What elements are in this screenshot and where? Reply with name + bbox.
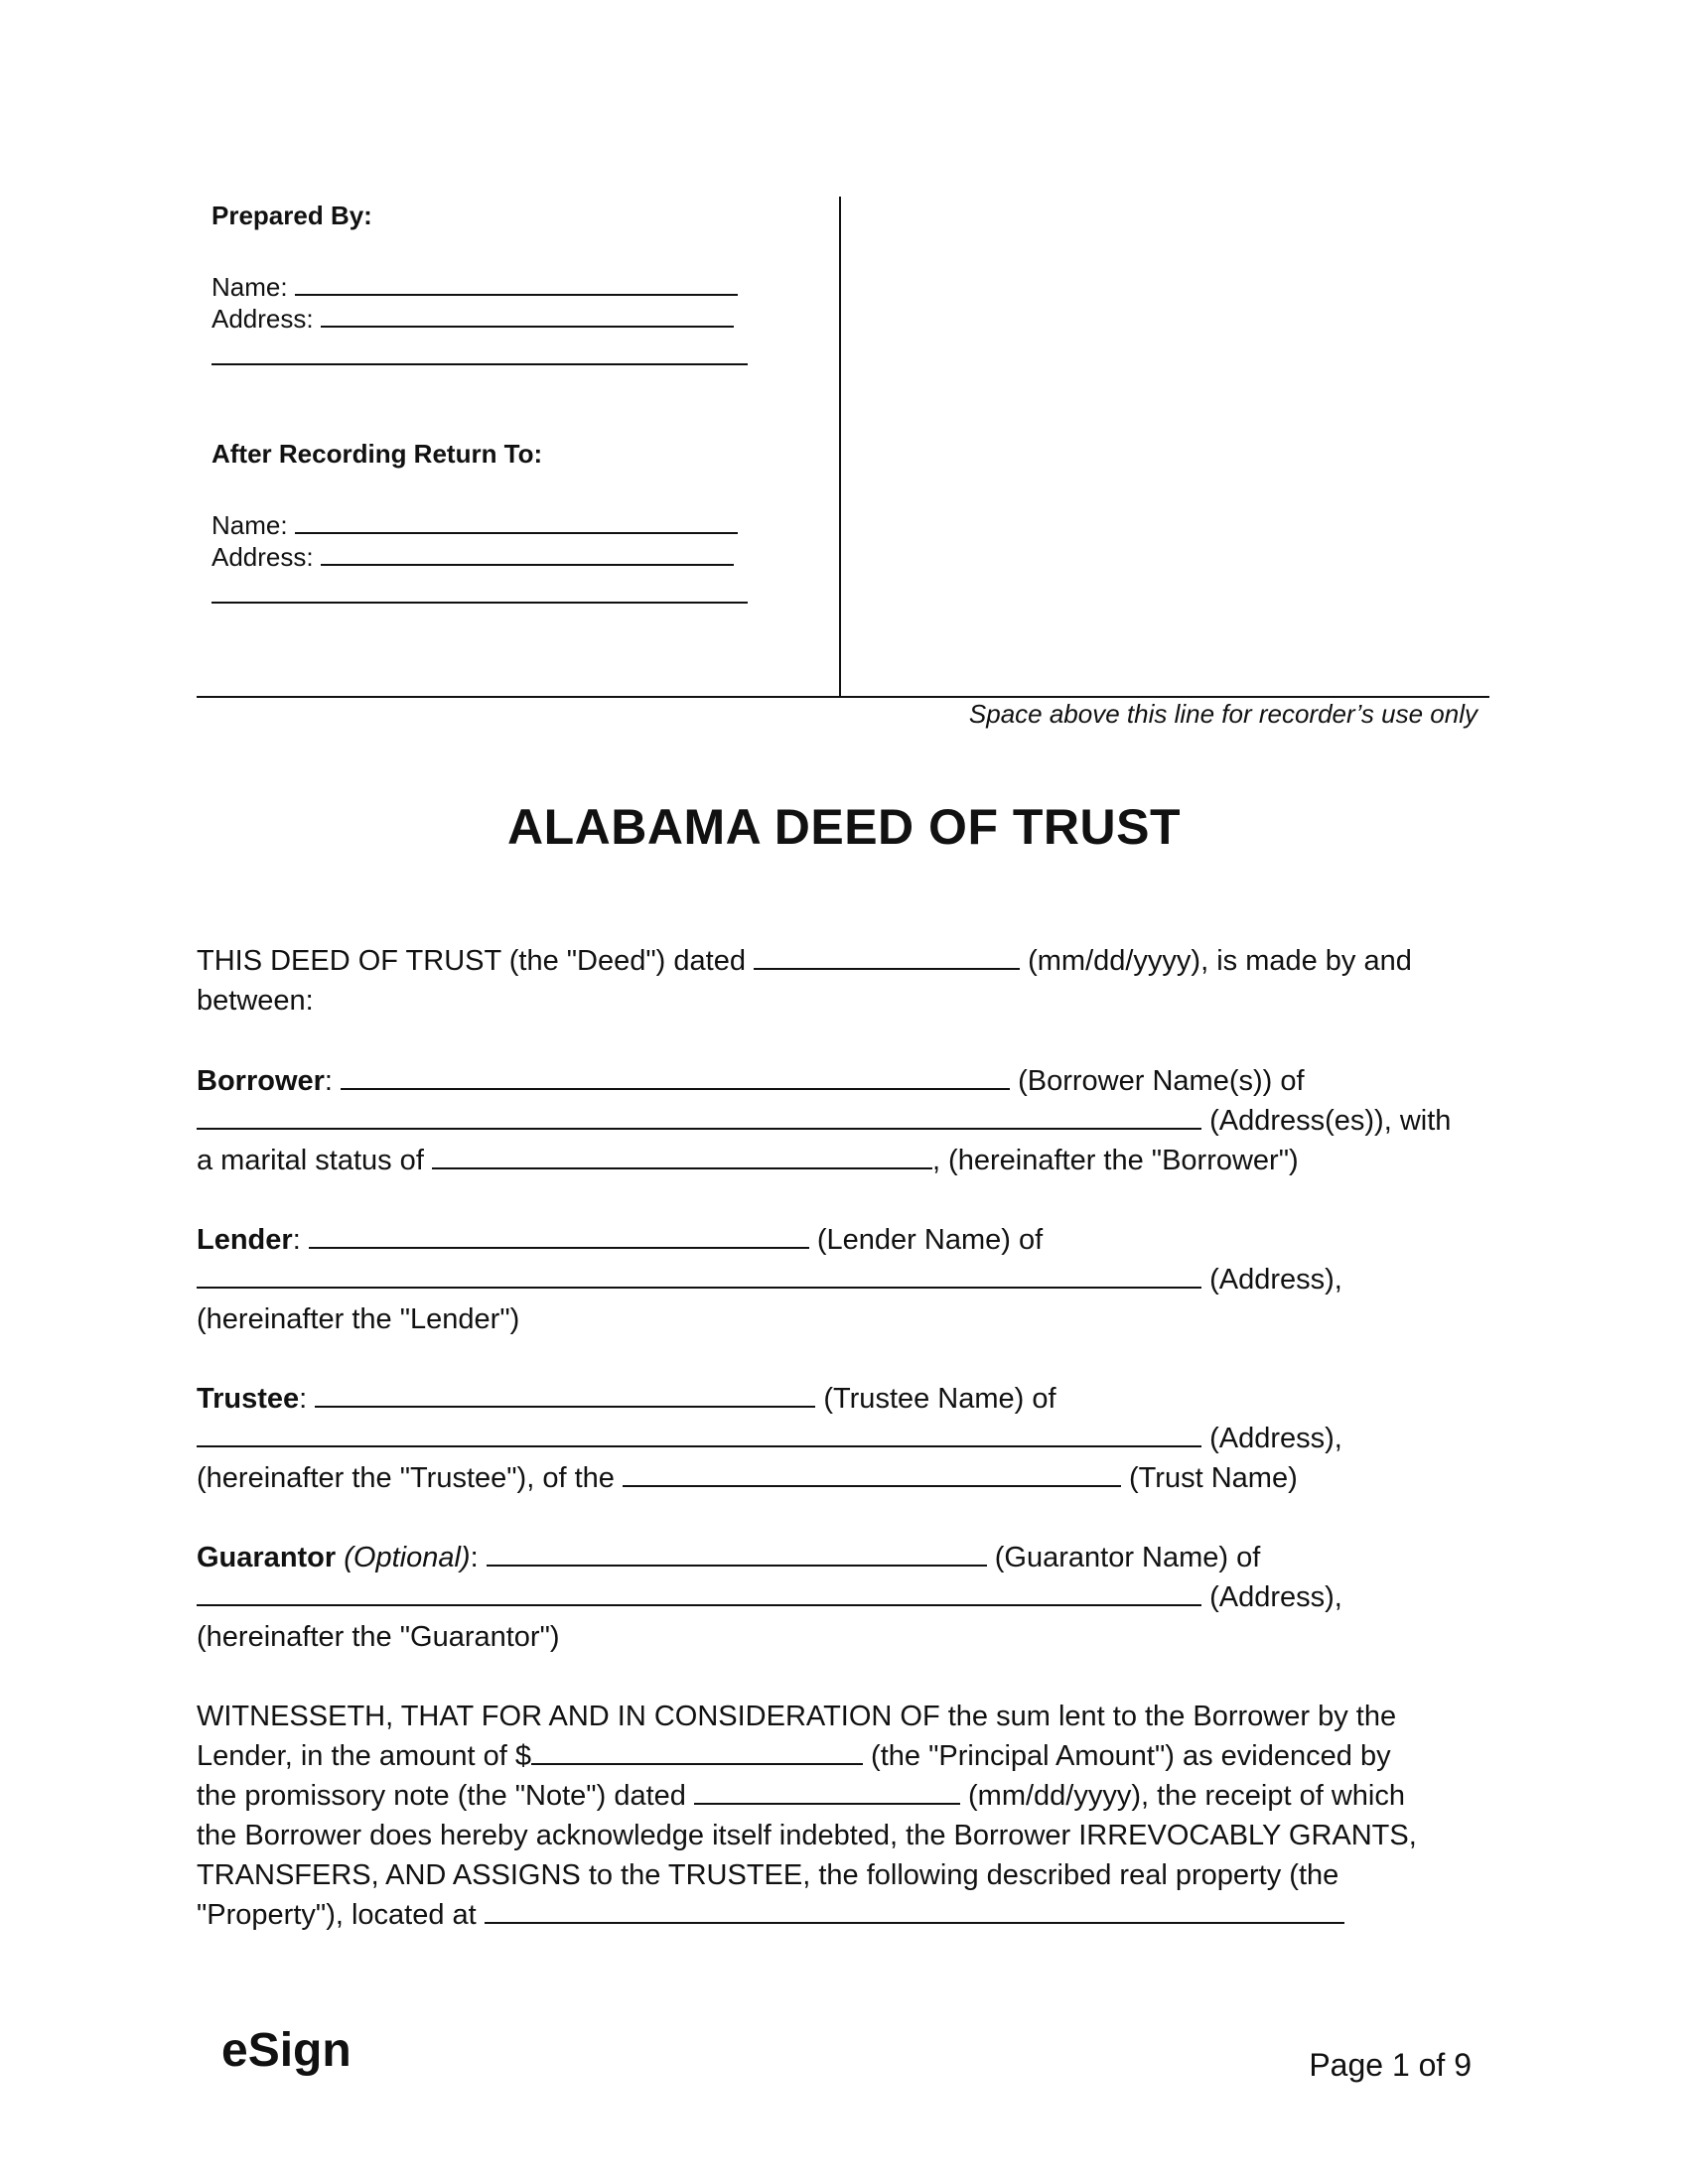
lender-paragraph — [197, 1220, 1497, 1339]
address-label: Address: — [211, 304, 314, 335]
return-to-name-field[interactable] — [295, 510, 738, 534]
prepared-by-name-field[interactable] — [295, 272, 738, 296]
prepared-by-address-row — [211, 304, 734, 335]
lender-name-field[interactable] — [309, 1222, 809, 1249]
recorder-area-divider — [839, 197, 841, 697]
document-title: ALABAMA DEED OF TRUST — [506, 799, 1182, 855]
trustee-address-field[interactable] — [197, 1421, 1201, 1447]
witness-line-3-suffix: (mm/dd/yyyy), the receipt of which — [968, 1780, 1405, 1812]
guarantor-optional: (Optional) — [344, 1542, 471, 1573]
prepared-by-address-field-line2[interactable] — [211, 363, 748, 365]
trustee-colon: : — [299, 1383, 308, 1415]
lender-colon: : — [292, 1224, 301, 1256]
witness-line-2-suffix: (the "Principal Amount") as evidenced by — [871, 1740, 1391, 1772]
borrower-colon: : — [324, 1065, 333, 1097]
borrower-marital-prefix: a marital status of — [197, 1145, 424, 1176]
return-to-address-field-line2[interactable] — [211, 602, 748, 604]
borrower-marital-status-field[interactable] — [432, 1143, 932, 1169]
borrower-name-field[interactable] — [341, 1063, 1010, 1090]
guarantor-label: Guarantor — [197, 1542, 337, 1573]
trust-name-field[interactable] — [623, 1460, 1121, 1487]
witness-line-5: TRANSFERS, AND ASSIGNS to the TRUSTEE, the following described real property (the — [197, 1859, 1339, 1891]
borrower-label: Borrower — [197, 1065, 325, 1097]
trustee-name-field[interactable] — [315, 1381, 815, 1408]
guarantor-paragraph — [197, 1538, 1497, 1657]
trustee-hereinafter: (hereinafter the "Trustee"), of the — [197, 1462, 615, 1494]
prepared-by-label: Prepared By: — [211, 201, 372, 230]
witness-line-6-prefix: "Property"), located at — [197, 1899, 477, 1931]
lender-name-hint: (Lender Name) of — [816, 1224, 1044, 1256]
intro-text-2: (mm/dd/yyyy), is made by and — [1028, 945, 1412, 977]
borrower-address-field[interactable] — [197, 1103, 1201, 1130]
borrower-address-hint: (Address(es)), with — [1209, 1105, 1452, 1137]
intro-text-1: THIS DEED OF TRUST (the "Deed") dated — [197, 945, 746, 977]
guarantor-name-hint: (Guarantor Name) of — [994, 1542, 1261, 1573]
guarantor-address-field[interactable] — [197, 1579, 1201, 1606]
trustee-address-hint: (Address), — [1209, 1423, 1342, 1454]
prepared-by-address-field[interactable] — [321, 304, 734, 328]
deed-date-field[interactable] — [754, 943, 1020, 970]
guarantor-address-hint: (Address), — [1209, 1581, 1342, 1613]
page-number: Page 1 of 9 — [1309, 2047, 1472, 2083]
intro-paragraph — [197, 941, 1497, 1021]
lender-hereinafter: (hereinafter the "Lender") — [197, 1303, 520, 1335]
intro-text-3: between: — [197, 985, 314, 1017]
trustee-name-hint: (Trustee Name) of — [823, 1383, 1056, 1415]
property-location-field[interactable] — [485, 1897, 1344, 1924]
esign-logo: eSign — [221, 2024, 352, 2077]
lender-address-hint: (Address), — [1209, 1264, 1342, 1296]
note-date-field[interactable] — [694, 1778, 960, 1805]
witness-line-4: the Borrower does hereby acknowledge itself indebted, the Borrower IRREVOCABLY GRANTS, — [197, 1820, 1417, 1851]
trustee-paragraph — [197, 1379, 1497, 1498]
address-label: Address: — [211, 542, 314, 573]
guarantor-name-field[interactable] — [487, 1540, 987, 1567]
trust-name-hint: (Trust Name) — [1129, 1462, 1298, 1494]
witness-paragraph — [197, 1697, 1497, 1935]
trustee-label: Trustee — [197, 1383, 300, 1415]
lender-label: Lender — [197, 1224, 293, 1256]
name-label: Name: — [211, 272, 288, 303]
guarantor-hereinafter: (hereinafter the "Guarantor") — [197, 1621, 560, 1653]
borrower-name-hint: (Borrower Name(s)) of — [1018, 1065, 1305, 1097]
prepared-by-name-row — [211, 272, 738, 303]
lender-address-field[interactable] — [197, 1262, 1201, 1289]
name-label: Name: — [211, 510, 288, 541]
borrower-marital-suffix: , (hereinafter the "Borrower") — [931, 1145, 1299, 1176]
return-to-address-row — [211, 542, 734, 573]
return-to-address-field[interactable] — [321, 542, 734, 566]
guarantor-colon: : — [470, 1542, 479, 1573]
borrower-paragraph — [197, 1061, 1497, 1180]
witness-line-3-prefix: the promissory note (the "Note") dated — [197, 1780, 686, 1812]
after-recording-label: After Recording Return To: — [211, 439, 543, 469]
recorder-area-bottom-rule — [197, 696, 1489, 698]
witness-line-1: WITNESSETH, THAT FOR AND IN CONSIDERATION OF the sum lent to the Borrower by the — [197, 1701, 1397, 1732]
recorder-note: Space above this line for recorder’s use only — [968, 699, 1477, 729]
principal-amount-field[interactable] — [531, 1738, 863, 1765]
return-to-name-row — [211, 510, 738, 541]
witness-line-2-prefix: Lender, in the amount of $ — [197, 1740, 531, 1772]
